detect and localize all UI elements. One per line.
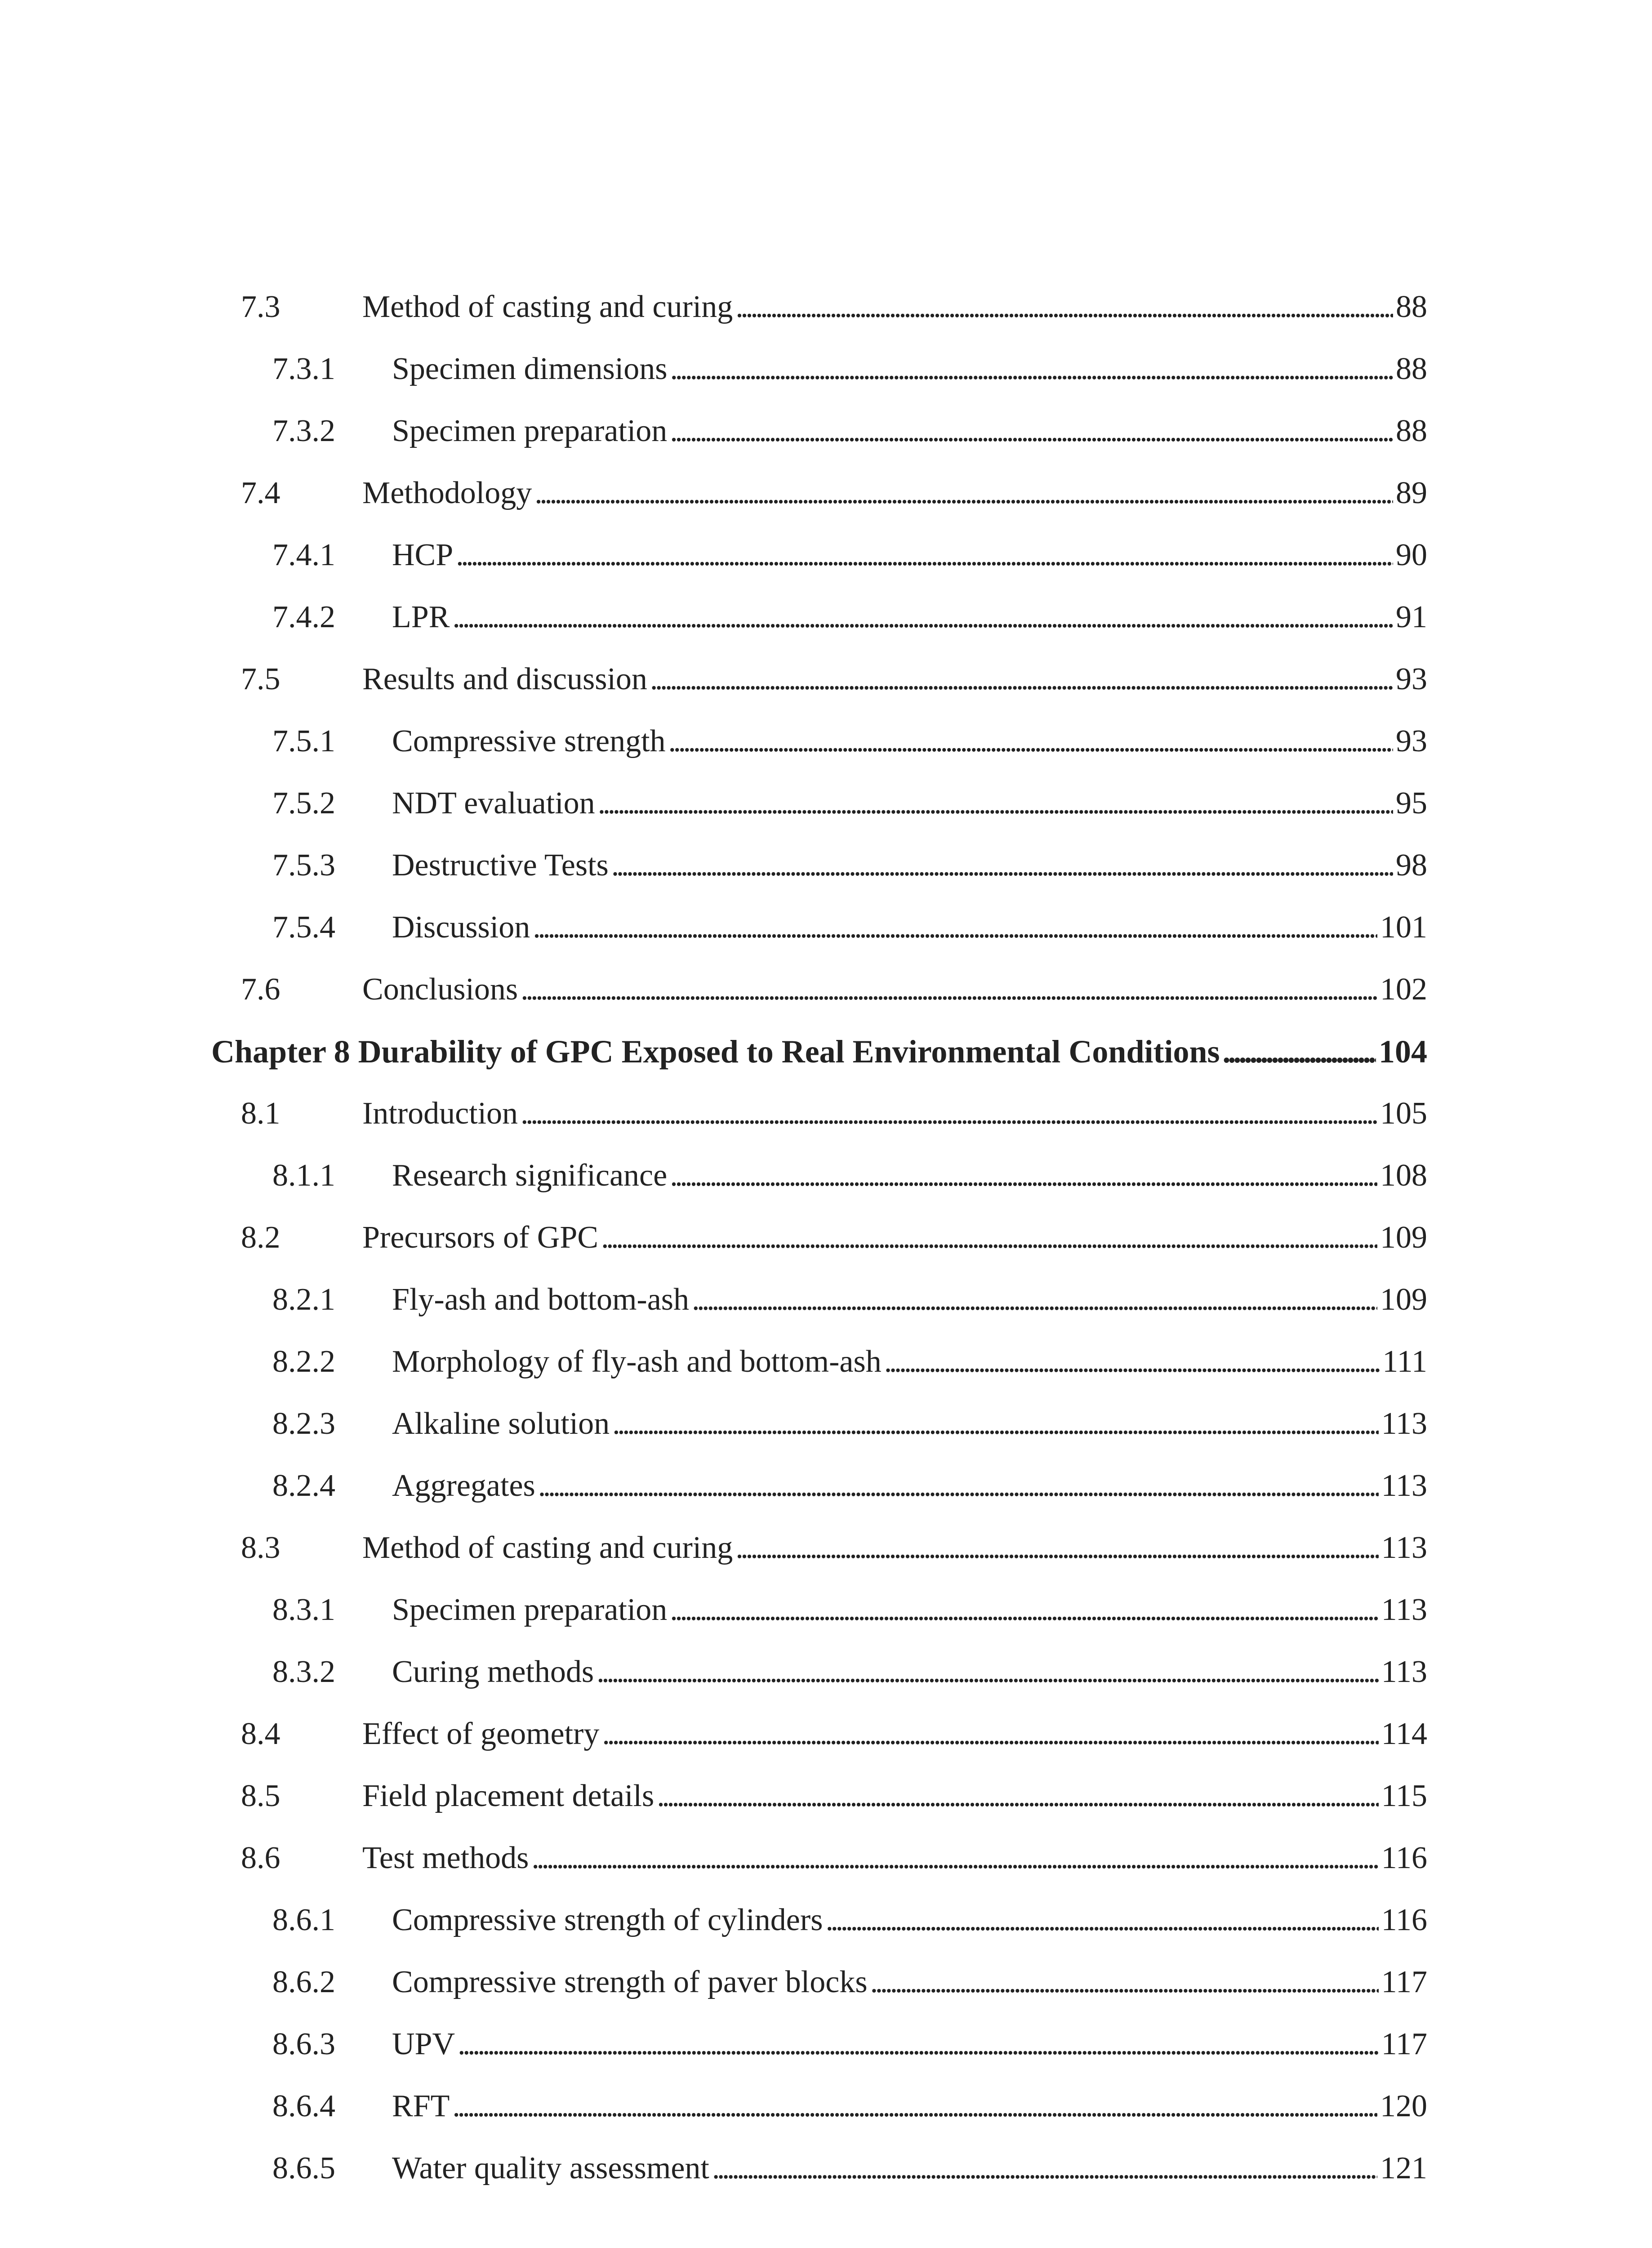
section-number: 8.3 — [241, 1530, 281, 1565]
toc-leader-line — [211, 1027, 1427, 1076]
toc-entry[interactable] — [0, 2082, 1652, 2131]
page-number: 113 — [1381, 1406, 1427, 1441]
section-title: Research significance — [392, 1158, 668, 1193]
toc-leader-line — [392, 531, 1427, 580]
section-number: 8.1.1 — [272, 1158, 335, 1193]
dot-leader — [534, 468, 1393, 518]
section-number: 7.3.2 — [272, 414, 335, 448]
page-number: 109 — [1380, 1282, 1427, 1317]
section-number: 7.4.2 — [272, 600, 335, 634]
toc-entry[interactable] — [0, 531, 1652, 580]
section-number: 8.4 — [241, 1717, 281, 1751]
section-title: Introduction — [362, 1096, 518, 1131]
dot-leader — [612, 1399, 1378, 1449]
section-title: HCP — [392, 538, 454, 572]
page-number: 113 — [1381, 1530, 1427, 1565]
page-number: 98 — [1396, 848, 1427, 883]
section-number: 7.5.2 — [272, 786, 335, 821]
toc-entry[interactable] — [0, 468, 1652, 518]
page-number: 115 — [1381, 1779, 1427, 1813]
page-number: 89 — [1396, 476, 1427, 510]
dot-leader — [456, 531, 1393, 580]
section-number: 7.3 — [241, 290, 281, 324]
section-title: RFT — [392, 2089, 450, 2123]
toc-entry[interactable] — [0, 1771, 1652, 1821]
toc-entry[interactable] — [0, 1585, 1652, 1635]
page-number: 108 — [1380, 1158, 1427, 1193]
toc-leader-line — [392, 344, 1427, 394]
page-number: 90 — [1396, 538, 1427, 572]
section-number: 7.5.4 — [272, 910, 335, 945]
dot-leader — [670, 406, 1393, 456]
dot-leader — [611, 841, 1393, 890]
toc-leader-line — [392, 406, 1427, 456]
section-title: Discussion — [392, 910, 530, 945]
section-number: 7.5.1 — [272, 724, 335, 758]
toc-chapter-entry[interactable] — [0, 1027, 1652, 1076]
toc-leader-line — [362, 1213, 1427, 1262]
toc-leader-line — [392, 1647, 1427, 1697]
section-number: 8.2.3 — [272, 1406, 335, 1441]
dot-leader — [458, 2020, 1379, 2069]
dot-leader — [670, 1151, 1377, 1200]
toc-entry[interactable] — [0, 965, 1652, 1014]
section-number: 7.6 — [241, 972, 281, 1007]
section-title: Specimen dimensions — [392, 352, 668, 386]
toc-entry[interactable] — [0, 2020, 1652, 2069]
toc-entry[interactable] — [0, 1896, 1652, 1945]
dot-leader — [884, 1337, 1380, 1387]
toc-entry[interactable] — [0, 1151, 1652, 1200]
section-number: 8.2.2 — [272, 1344, 335, 1379]
section-number: 8.6.3 — [272, 2027, 335, 2061]
chapter-title: Chapter 8 Durability of GPC Exposed to Real Environmental Conditions — [211, 1034, 1220, 1070]
dot-leader — [668, 717, 1393, 766]
toc-leader-line — [392, 903, 1427, 952]
toc-leader-line — [362, 1833, 1427, 1883]
page-number: 105 — [1380, 1096, 1427, 1131]
toc-leader-line — [392, 779, 1427, 828]
page-number: 101 — [1380, 910, 1427, 945]
dot-leader — [670, 344, 1393, 394]
section-title: Method of casting and curing — [362, 1530, 733, 1565]
toc-entry[interactable] — [0, 1709, 1652, 1759]
section-title: Specimen preparation — [392, 414, 668, 448]
dot-leader — [825, 1896, 1378, 1945]
section-number: 8.3.2 — [272, 1655, 335, 1689]
toc-leader-line — [392, 2020, 1427, 2069]
toc-entry[interactable] — [0, 1213, 1652, 1262]
dot-leader — [712, 2144, 1377, 2193]
dot-leader — [521, 965, 1377, 1014]
toc-leader-line — [392, 1585, 1427, 1635]
dot-leader — [735, 282, 1393, 332]
section-number: 8.1 — [241, 1096, 281, 1131]
section-number: 7.4.1 — [272, 538, 335, 572]
section-title: Field placement details — [362, 1779, 655, 1813]
page-number: 111 — [1382, 1344, 1427, 1379]
section-title: UPV — [392, 2027, 455, 2061]
toc-entry[interactable] — [0, 1337, 1652, 1387]
dot-leader — [452, 2082, 1377, 2131]
toc-leader-line — [392, 1958, 1427, 2007]
toc-leader-line — [392, 1461, 1427, 1511]
dot-leader — [598, 779, 1393, 828]
page-number: 116 — [1381, 1903, 1427, 1937]
page-number: 113 — [1381, 1468, 1427, 1503]
page-number: 121 — [1380, 2151, 1427, 2186]
page-number: 88 — [1396, 414, 1427, 448]
section-number: 8.6 — [241, 1841, 281, 1875]
section-title: Conclusions — [362, 972, 518, 1007]
toc-leader-line — [362, 1089, 1427, 1138]
page-number: 91 — [1396, 600, 1427, 634]
section-title: Results and discussion — [362, 662, 647, 696]
section-number: 8.6.1 — [272, 1903, 335, 1937]
section-title: Aggregates — [392, 1468, 535, 1503]
section-title: NDT evaluation — [392, 786, 595, 821]
dot-leader — [692, 1275, 1377, 1325]
page-number: 116 — [1381, 1841, 1427, 1875]
page-number: 88 — [1396, 352, 1427, 386]
dot-leader — [533, 903, 1377, 952]
section-number: 8.5 — [241, 1779, 281, 1813]
section-title: Morphology of fly-ash and bottom-ash — [392, 1344, 882, 1379]
section-title: Compressive strength of paver blocks — [392, 1965, 868, 1999]
section-number: 8.6.2 — [272, 1965, 335, 1999]
toc-leader-line — [392, 2082, 1427, 2131]
toc-leader-line — [362, 965, 1427, 1014]
page-number: 117 — [1381, 1965, 1427, 1999]
section-title: Effect of geometry — [362, 1717, 600, 1751]
dot-leader — [670, 1585, 1378, 1635]
page-number: 102 — [1380, 972, 1427, 1007]
toc-entry[interactable] — [0, 1275, 1652, 1325]
toc-leader-line — [362, 1523, 1427, 1573]
dot-leader — [521, 1089, 1377, 1138]
page-number: 93 — [1396, 662, 1427, 696]
section-title: Compressive strength — [392, 724, 666, 758]
dot-leader — [452, 593, 1393, 642]
toc-leader-line — [392, 1337, 1427, 1387]
section-title: Fly-ash and bottom-ash — [392, 1282, 690, 1317]
toc-leader-line — [392, 1399, 1427, 1449]
page-number: 109 — [1380, 1220, 1427, 1255]
toc-entry[interactable] — [0, 779, 1652, 828]
section-title: Test methods — [362, 1841, 529, 1875]
toc-leader-line — [392, 717, 1427, 766]
dot-leader — [601, 1213, 1377, 1262]
page-number: 88 — [1396, 290, 1427, 324]
dot-leader — [657, 1771, 1378, 1821]
section-title: LPR — [392, 600, 450, 634]
section-title: Methodology — [362, 476, 532, 510]
section-title: Specimen preparation — [392, 1592, 668, 1627]
dot-leader — [602, 1709, 1378, 1759]
section-number: 7.3.1 — [272, 352, 335, 386]
toc-entry[interactable] — [0, 1523, 1652, 1573]
page-number: 104 — [1379, 1034, 1427, 1070]
toc-leader-line — [392, 1896, 1427, 1945]
dot-leader — [870, 1958, 1379, 2007]
toc-leader-line — [392, 593, 1427, 642]
dot-leader — [538, 1461, 1379, 1511]
dot-leader — [597, 1647, 1378, 1697]
toc-entry[interactable] — [0, 593, 1652, 642]
toc-entry[interactable] — [0, 1647, 1652, 1697]
page-number: 117 — [1381, 2027, 1427, 2061]
toc-entry[interactable] — [0, 344, 1652, 394]
section-number: 7.4 — [241, 476, 281, 510]
page-number: 113 — [1381, 1592, 1427, 1627]
toc-leader-line — [362, 468, 1427, 518]
section-number: 8.6.4 — [272, 2089, 335, 2123]
toc-entry[interactable] — [0, 1399, 1652, 1449]
page-number: 95 — [1396, 786, 1427, 821]
toc-entry[interactable] — [0, 655, 1652, 704]
toc-entry[interactable] — [0, 1089, 1652, 1138]
toc-entry[interactable] — [0, 1958, 1652, 2007]
toc-leader-line — [362, 282, 1427, 332]
page-number: 120 — [1380, 2089, 1427, 2123]
section-title: Precursors of GPC — [362, 1220, 598, 1255]
toc-leader-line — [392, 1275, 1427, 1325]
toc-entry[interactable] — [0, 841, 1652, 890]
toc-leader-line — [392, 2144, 1427, 2193]
toc-entry[interactable] — [0, 282, 1652, 332]
toc-leader-line — [362, 1709, 1427, 1759]
dot-leader — [1223, 1027, 1376, 1076]
toc-entry[interactable] — [0, 1833, 1652, 1883]
section-title: Destructive Tests — [392, 848, 609, 883]
toc-leader-line — [362, 1771, 1427, 1821]
section-number: 7.5 — [241, 662, 281, 696]
section-title: Water quality assessment — [392, 2151, 709, 2186]
toc-entry[interactable] — [0, 2144, 1652, 2193]
dot-leader — [531, 1833, 1378, 1883]
toc-entry[interactable] — [0, 1461, 1652, 1511]
section-title: Compressive strength of cylinders — [392, 1903, 823, 1937]
section-number: 8.2 — [241, 1220, 281, 1255]
section-title: Alkaline solution — [392, 1406, 610, 1441]
section-number: 8.3.1 — [272, 1592, 335, 1627]
toc-entry[interactable] — [0, 903, 1652, 952]
dot-leader — [650, 655, 1393, 704]
toc-leader-line — [392, 841, 1427, 890]
toc-leader-line — [392, 1151, 1427, 1200]
section-title: Curing methods — [392, 1655, 594, 1689]
page-number: 114 — [1381, 1717, 1427, 1751]
section-title: Method of casting and curing — [362, 290, 733, 324]
toc-leader-line — [362, 655, 1427, 704]
dot-leader — [735, 1523, 1378, 1573]
page-number: 93 — [1396, 724, 1427, 758]
toc-entry[interactable] — [0, 406, 1652, 456]
toc-entry[interactable] — [0, 717, 1652, 766]
page-number: 113 — [1381, 1655, 1427, 1689]
section-number: 8.6.5 — [272, 2151, 335, 2186]
section-number: 8.2.4 — [272, 1468, 335, 1503]
section-number: 8.2.1 — [272, 1282, 335, 1317]
section-number: 7.5.3 — [272, 848, 335, 883]
